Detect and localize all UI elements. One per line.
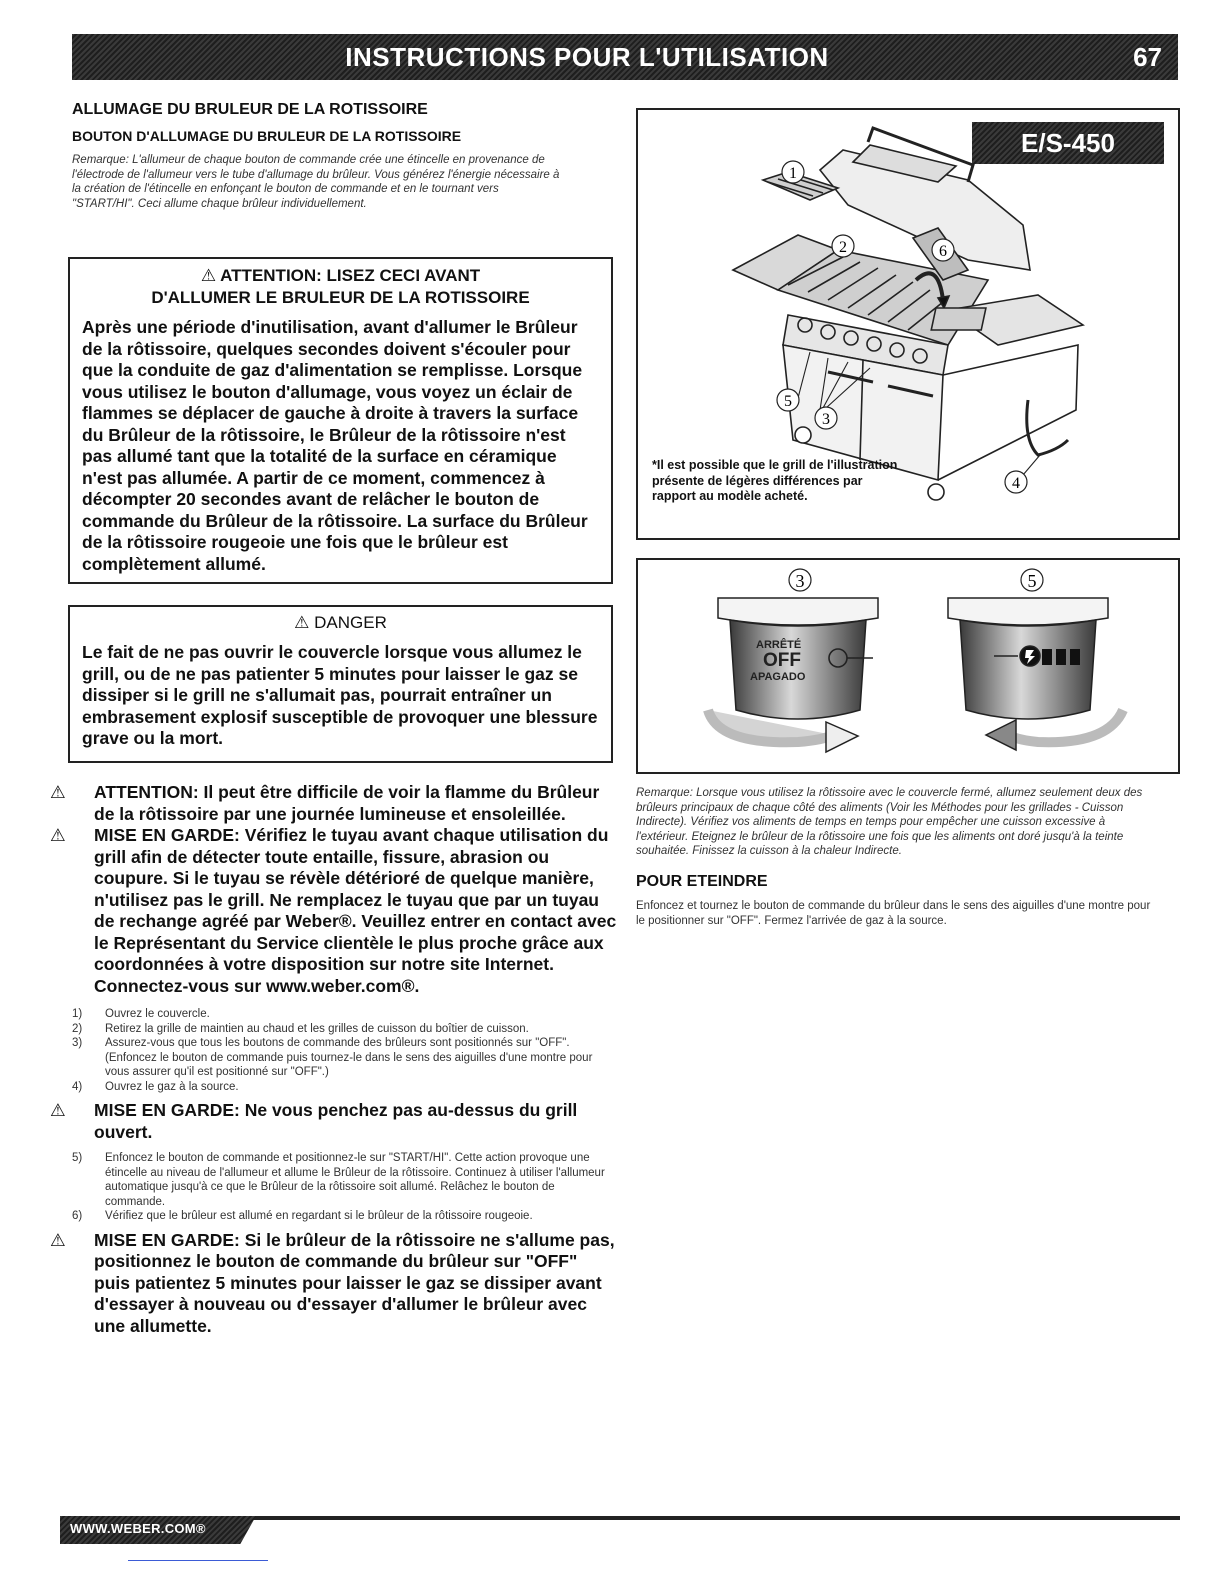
knobs-illustration-box: [636, 558, 1180, 774]
callout-1: 1: [789, 165, 797, 182]
warning-triangle-icon: ⚠: [50, 782, 66, 802]
hose-warning: [50, 825, 617, 997]
attention-box: [68, 257, 613, 584]
no-ignite-warning: [50, 1229, 617, 1338]
callout-4: 4: [1012, 475, 1020, 492]
right-text: [636, 786, 1156, 929]
attention-title-line1: ATTENTION: LISEZ CECI AVANT: [220, 266, 481, 285]
warning-triangle-icon: ⚠: [50, 1229, 66, 1250]
list-item: 6) Vérifiez que le brûleur est allumé en regardant si le brûleur de la rôtissoire rougeoie.: [72, 1210, 533, 1222]
steps-list-a: [72, 1007, 617, 1094]
steps-list-b: [72, 1151, 617, 1224]
warning-triangle-icon: ⚠: [50, 1100, 66, 1120]
list-item: 5) Enfoncez le bouton de commande et positionnez-le sur "START/HI". Cette action provoque une étincelle au niveau de l'allumeur et allume le Brûleur de la rôtissoire. Continuez à utiliser l'allumeur automatique jusqu'à ce que le Brûleur de la rôtissoire soit allumé. Relâchez le bouton de commande.: [72, 1152, 605, 1208]
no-ignite-warning-text: MISE EN GARDE: Si le brûleur de la rôtissoire ne s'allume pas, positionnez le bouton de commande du brûleur sur "OFF" puis patientez 5 minutes pour laisser le gaz se dissiper avant d'essayer à nouveau ou d'essayer d'allumer le brûleur avec une allumette.: [94, 1229, 615, 1336]
danger-title-text: DANGER: [314, 613, 387, 632]
list-item: 3) Assurez-vous que tous les boutons de commande des brûleurs sont positionnés sur "OFF". (Enfoncez le bouton de commande puis tournez-le dans le sens des aiguilles d'une montre pour vous assurer qu'il est positionné sur "OFF".): [72, 1037, 593, 1078]
off-section-title: POUR ETEINDRE: [636, 872, 768, 890]
ignition-note: Remarque: L'allumeur de chaque bouton de commande crée une étincelle en provenance de l'électrode de l'allumeur vers le tube d'allumage du brûleur. Vous générez l'énergie nécessaire à la création de l'étincelle en enfonçant le bouton de commande et en le tournant vers "START/HI". Ceci allume chaque brûleur individuellement.: [72, 154, 560, 210]
knob-off: [708, 598, 878, 752]
page-number: 67: [1133, 42, 1162, 72]
warning-triangle-icon: ⚠: [50, 825, 66, 845]
attention-warning-text: ATTENTION: Il peut être difficile de voir la flamme du Brûleur de la rôtissoire par une journée lumineuse et ensoleillée.: [94, 782, 600, 824]
danger-body: Le fait de ne pas ouvrir le couvercle lorsque vous allumez le grill, ou de ne pas patienter 5 minutes pour laisser le gaz se dissiper si le grill ne s'allumait pas, pourrait entraîner un embrasement explosif susceptible de provoquer une blessure grave ou la mort.: [82, 642, 598, 748]
callout-2: 2: [839, 239, 847, 256]
knobs-illustration: [638, 560, 1178, 772]
warning-triangle-icon: ⚠: [200, 266, 217, 285]
warning-triangle-icon: ⚠: [294, 613, 310, 632]
knob-off-label-es: APAGADO: [750, 671, 806, 683]
subsection-title: BOUTON D'ALLUMAGE DU BRULEUR DE LA ROTISSOIRE: [72, 128, 462, 144]
page-title: INSTRUCTIONS POUR L'UTILISATION: [345, 42, 829, 72]
attention-title: [82, 265, 599, 287]
attention-body: Après une période d'inutilisation, avant d'allumer le Brûleur de la rôtissoire, quelques secondes doivent s'écouler pour que la conduite de gaz d'alimentation se remplisse. Lorsque vous utilisez le bouton d'allumage, vous voyez un éclair de flammes se déplacer de gauche à droite à travers la surface du Brûleur de la rôtissoire, le Brûleur de la rôtissoire n'est pas allumé tant que la totalité de la surface en céramique n'est pas allumée. A partir de ce moment, commencez à décompter 20 secondes avant de relâcher le bouton de commande du Brûleur de la rôtissoire. La surface du Brûleur de la rôtissoire rougeoie une fois que le brûleur est complètement allumé.: [82, 317, 588, 574]
lean-warning-text: MISE EN GARDE: Ne vous penchez pas au-dessus du grill ouvert.: [94, 1100, 578, 1142]
callout-5: 5: [784, 393, 792, 410]
danger-title: [82, 612, 599, 634]
attention-warning: [50, 782, 617, 825]
rotisserie-section: [72, 101, 617, 211]
attention-title-line2: D'ALLUMER LE BRULEUR DE LA ROTISSOIRE: [151, 288, 530, 307]
knob-right-callout: 5: [1027, 571, 1037, 591]
warnings-and-steps: [50, 782, 617, 1337]
page-header: [72, 34, 1178, 80]
footer-website-link[interactable]: WWW.WEBER.COM®: [70, 1521, 206, 1536]
footer-link-underline: [128, 1560, 268, 1561]
lean-warning: [50, 1100, 617, 1143]
callout-3: 3: [822, 411, 830, 428]
callout-6: 6: [939, 243, 947, 260]
closed-lid-note: Remarque: Lorsque vous utilisez la rôtissoire avec le couvercle fermé, allumez seulement deux des brûleurs principaux de chaque côté des aliments (Voir les Méthodes pour les grillades - Cuisson Indirecte). Vérifiez vos aliments de temps en temps pour empêcher une cuisson excessive à l'extérieur. Eteignez le brûleur de la rôtissoire une fois que les aliments ont doré jusqu'à la teinte souhaitée. Finissez la cuisson à la chaleur Indirecte.: [636, 787, 1143, 857]
off-section-text: Enfoncez et tournez le bouton de commande du brûleur dans le sens des aiguilles d'une montre pour le positionner sur "OFF". Fermez l'arrivée de gaz à la source.: [636, 899, 1151, 927]
list-item: 4) Ouvrez le gaz à la source.: [72, 1080, 239, 1093]
hose-warning-text: MISE EN GARDE: Vérifiez le tuyau avant chaque utilisation du grill afin de détecter toute entaille, fissure, abrasion ou coupure. Si le tuyau se révèle détérioré de quelque manière, n'utilisez pas le grill. Ne remplacez le tuyau que par un tuyau de rechange agréé par Weber®. Veuillez entrer en contact avec le Représentant du Service clientèle le plus proche grâce aux coordonnées à votre disposition sur notre site Internet. Connectez-vous sur www.weber.com®.: [94, 825, 617, 996]
knob-start: [948, 598, 1123, 750]
danger-box: [68, 605, 613, 763]
grill-caption: *Il est possible que le grill de l'illustration présente de légères différences par rapport au modèle acheté.: [652, 458, 898, 503]
list-item: 1) Ouvrez le couvercle.: [72, 1008, 210, 1020]
grill-drawing: [733, 128, 1083, 500]
knob-callout-labels: [789, 569, 1043, 591]
knob-left-callout: 3: [795, 571, 805, 591]
knob-off-label-en: OFF: [763, 650, 801, 671]
list-item: 2) Retirez la grille de maintien au chaud et les grilles de cuisson du boîtier de cuisson.: [72, 1022, 529, 1035]
section-title: ALLUMAGE DU BRULEUR DE LA ROTISSOIRE: [72, 101, 428, 118]
model-badge: E/S-450: [972, 122, 1164, 164]
knob-off-label-fr: ARRÊTÉ: [756, 639, 802, 651]
grill-illustration-box: [636, 108, 1180, 540]
